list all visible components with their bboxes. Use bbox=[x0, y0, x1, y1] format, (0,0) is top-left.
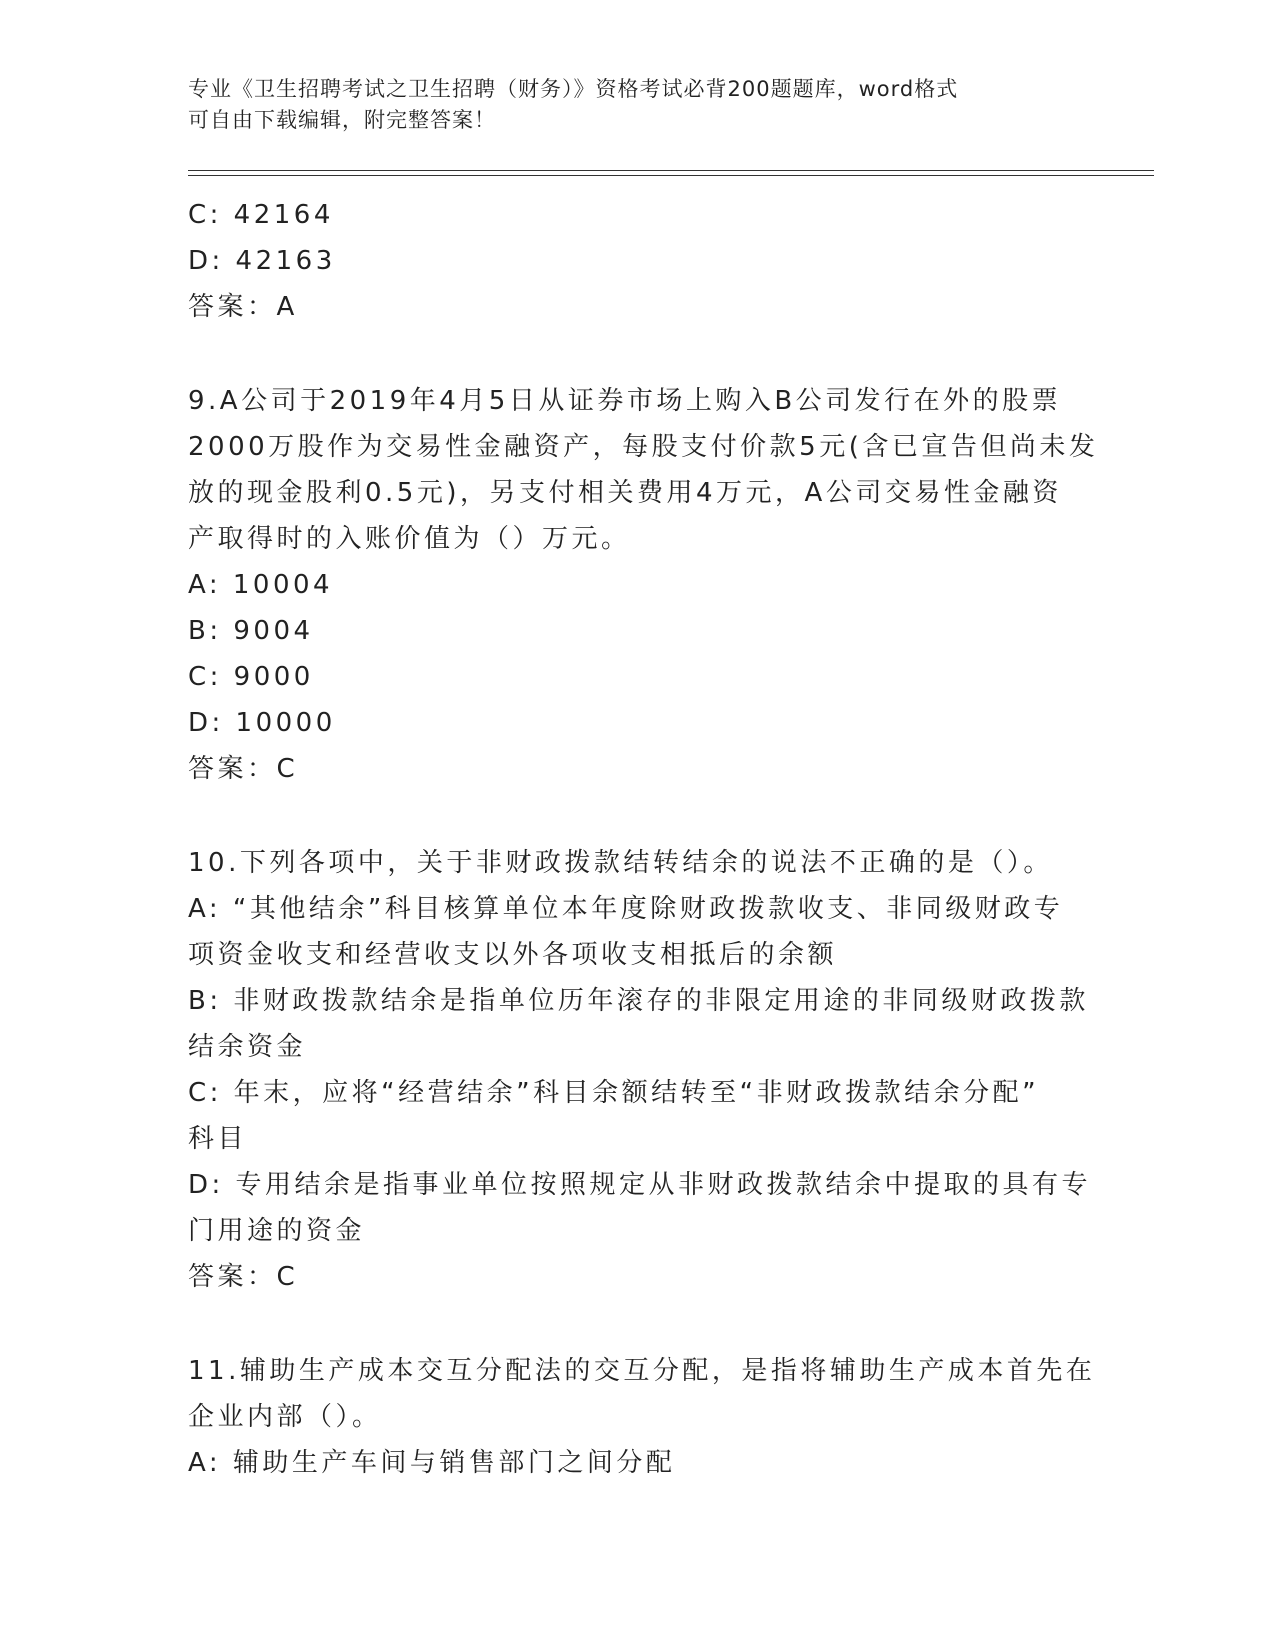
question-stem: 产取得时的入账价值为（）万元。 bbox=[188, 524, 631, 554]
header-line-1: 专业《卫生招聘考试之卫生招聘（财务）》资格考试必背200题题库，word格式 bbox=[188, 77, 959, 101]
option-a: A: 10004 bbox=[188, 570, 334, 600]
question-stem: 11.辅助生产成本交互分配法的交互分配，是指将辅助生产成本首先在 bbox=[188, 1356, 1096, 1386]
question-10 bbox=[188, 840, 1092, 1300]
question-stem: 2000万股作为交易性金融资产，每股支付价款5元(含已宣告但尚未发 bbox=[188, 432, 1099, 462]
option-d-continued: 门用途的资金 bbox=[188, 1216, 366, 1246]
header-divider-top bbox=[188, 170, 1154, 171]
option-d: D: 专用结余是指事业单位按照规定从非财政拨款结余中提取的具有专 bbox=[188, 1170, 1092, 1200]
option-a: A: 辅助生产车间与销售部门之间分配 bbox=[188, 1448, 676, 1478]
answer-label: 答案：C bbox=[188, 1262, 299, 1292]
option-c: C: 9000 bbox=[188, 662, 314, 692]
option-c: C: 年末，应将“经营结余”科目余额结转至“非财政拨款结余分配” bbox=[188, 1078, 1040, 1108]
question-stem: 9.A公司于2019年4月5日从证券市场上购入B公司发行在外的股票 bbox=[188, 386, 1062, 416]
option-a: A: “其他结余”科目核算单位本年度除财政拨款收支、非同级财政专 bbox=[188, 894, 1064, 924]
question-content bbox=[188, 192, 1099, 1486]
spacer bbox=[188, 1300, 1088, 1348]
option-d: D: 10000 bbox=[188, 708, 336, 738]
option-a-continued: 项资金收支和经营收支以外各项收支相抵后的余额 bbox=[188, 940, 838, 970]
spacer bbox=[188, 330, 1088, 378]
answer-label: 答案：A bbox=[188, 292, 298, 322]
document-header bbox=[188, 74, 1088, 136]
option-c-continued: 科目 bbox=[188, 1124, 248, 1154]
answer-label: 答案：C bbox=[188, 754, 299, 784]
option-b-continued: 结余资金 bbox=[188, 1032, 307, 1062]
question-11 bbox=[188, 1348, 1096, 1486]
option-b: B: 非财政拨款结余是指单位历年滚存的非限定用途的非同级财政拨款 bbox=[188, 986, 1089, 1016]
question-stem: 放的现金股利0.5元)，另支付相关费用4万元，A公司交易性金融资 bbox=[188, 478, 1062, 508]
question-stem: 10.下列各项中，关于非财政拨款结转结余的说法不正确的是（）。 bbox=[188, 848, 1053, 878]
option-b: B: 9004 bbox=[188, 616, 314, 646]
question-8-tail bbox=[188, 192, 1088, 330]
question-9 bbox=[188, 378, 1099, 792]
question-stem: 企业内部（）。 bbox=[188, 1402, 382, 1432]
option-d: D: 42163 bbox=[188, 246, 336, 276]
spacer bbox=[188, 792, 1088, 840]
option-c: C: 42164 bbox=[188, 200, 334, 230]
header-divider-bottom bbox=[188, 175, 1154, 176]
header-line-2: 可自由下载编辑，附完整答案！ bbox=[188, 108, 496, 132]
